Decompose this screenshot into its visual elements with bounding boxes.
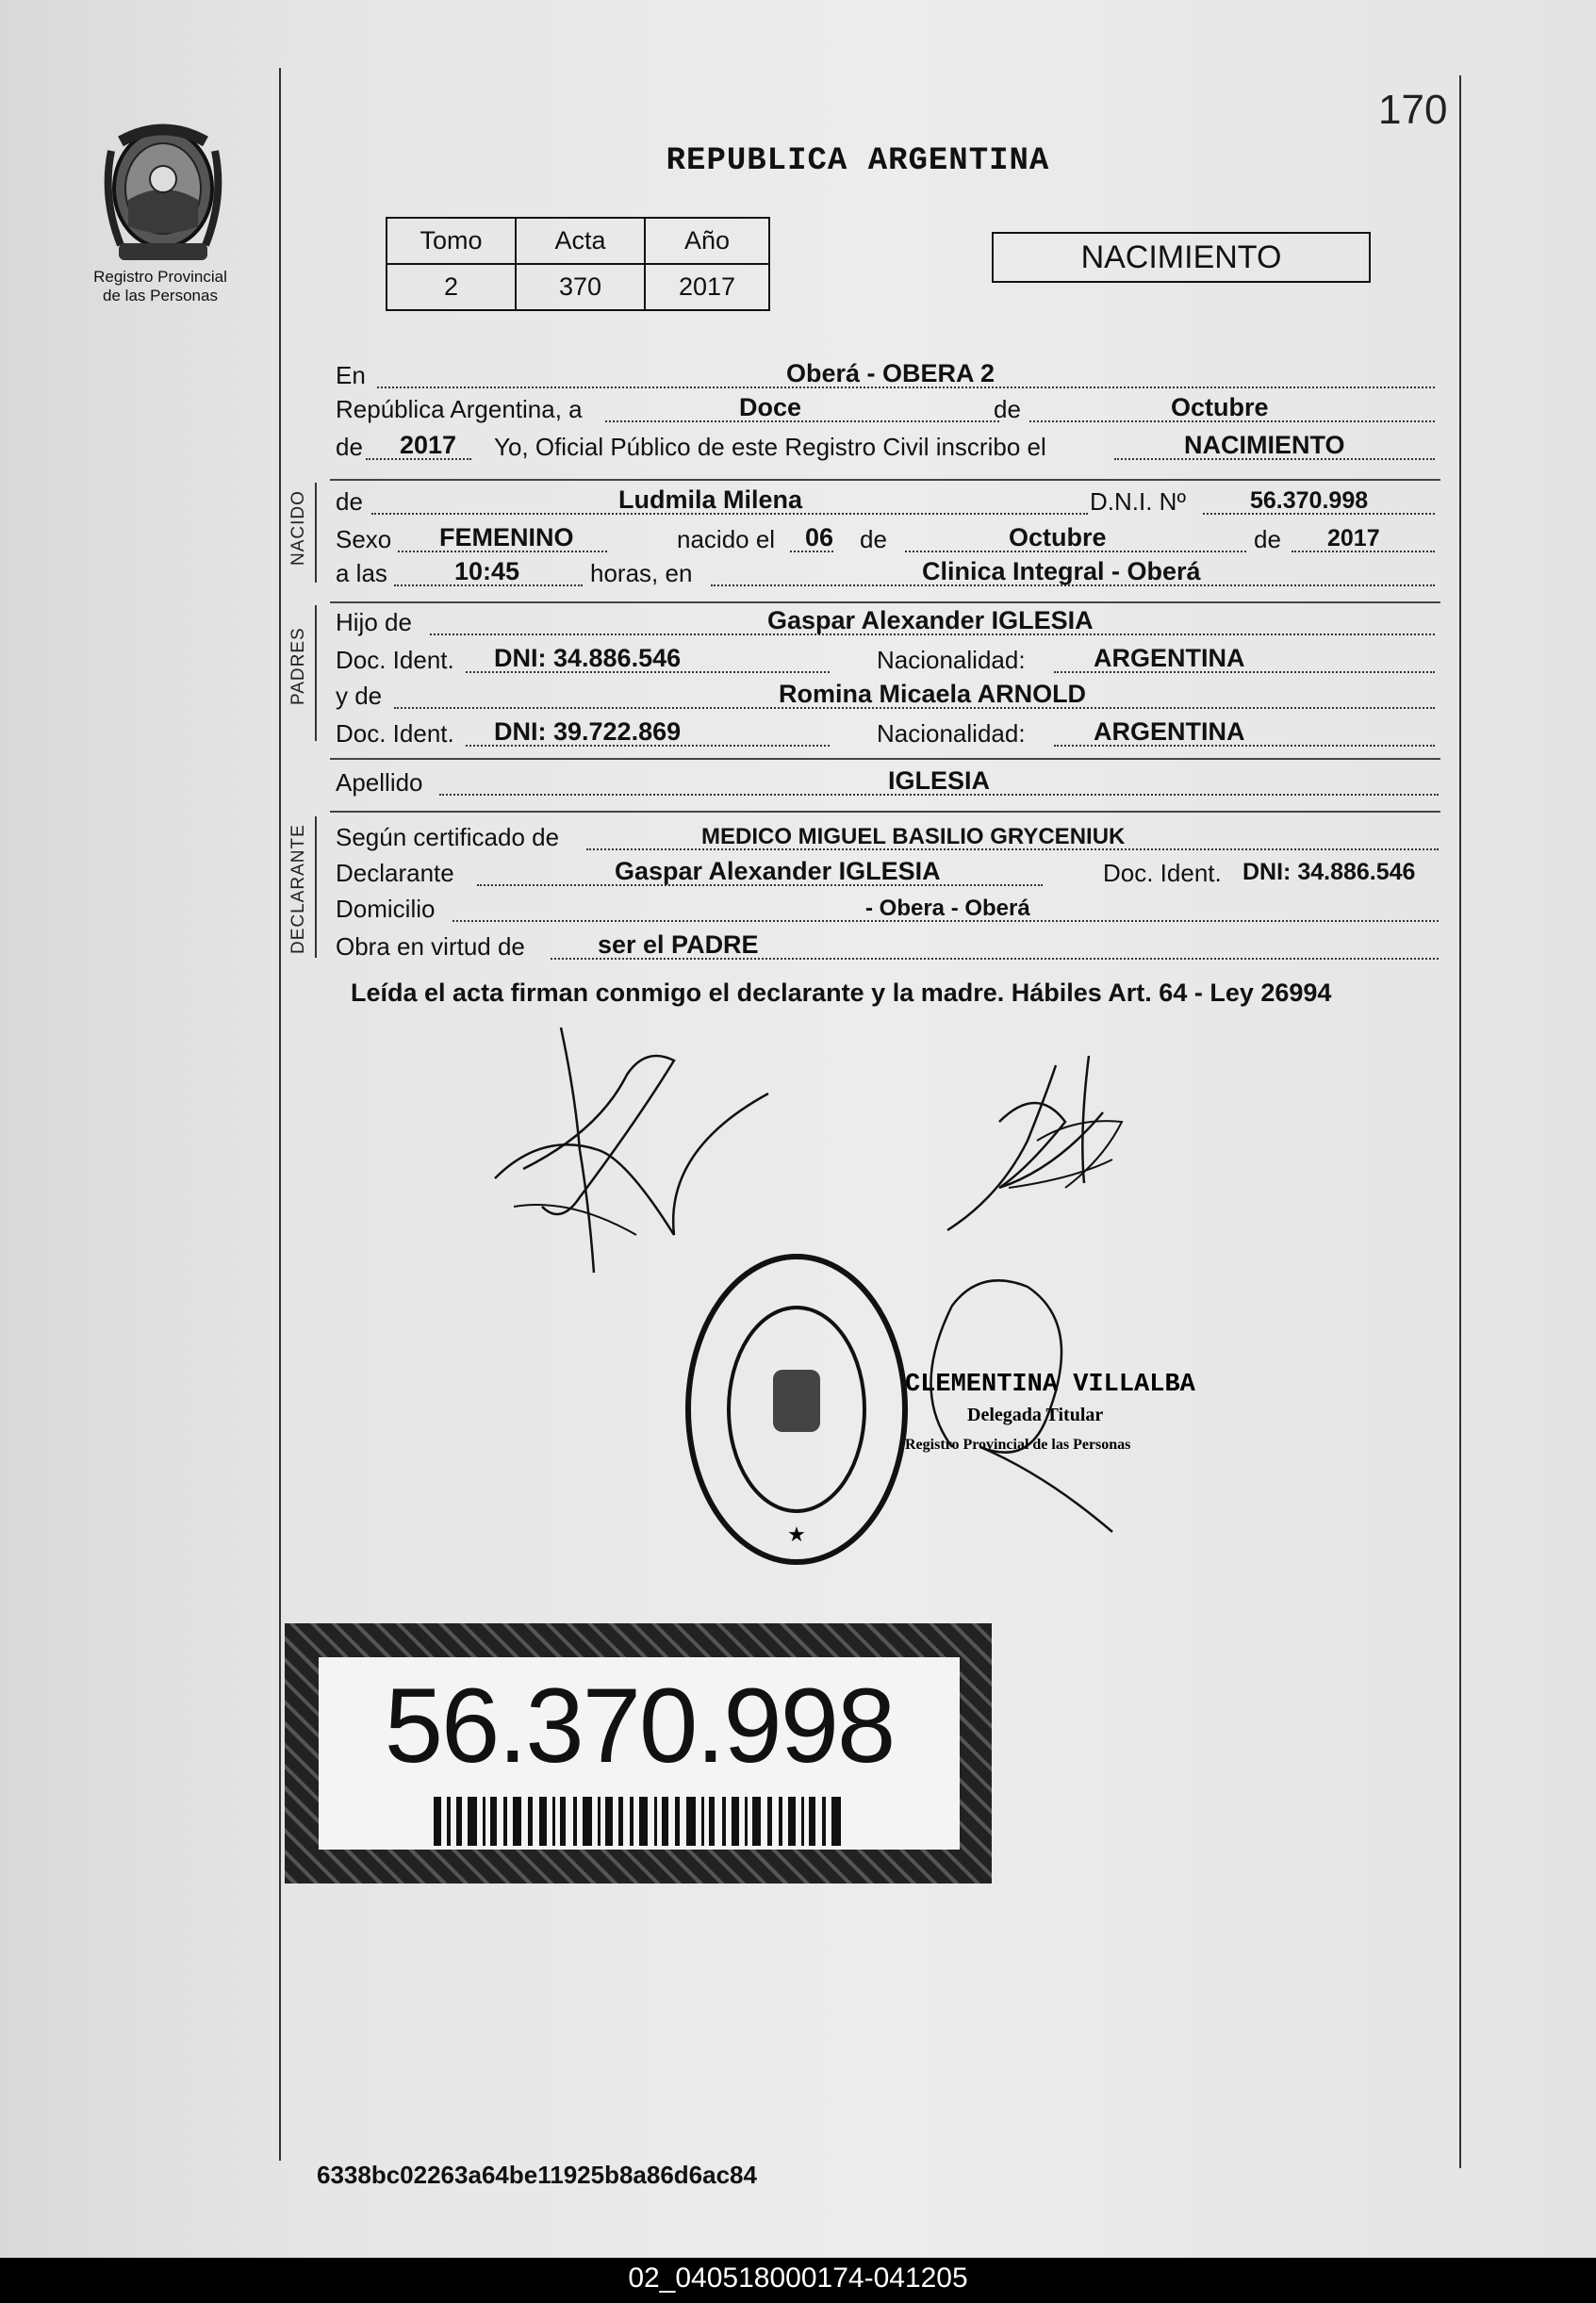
row-declarante bbox=[336, 854, 1440, 892]
register-value-tomo: 2 bbox=[387, 264, 516, 310]
misiones-crest-logo bbox=[92, 113, 234, 273]
row-padre bbox=[336, 603, 1440, 641]
value-nac-mes: Octubre bbox=[1009, 523, 1107, 551]
barcode-icon bbox=[434, 1797, 845, 1846]
register-header-row bbox=[387, 218, 769, 264]
value-dia: Doce bbox=[739, 393, 802, 421]
registry-stamp bbox=[669, 1249, 1207, 1570]
svg-text:CLEMENTINA VILLALBA: CLEMENTINA VILLALBA bbox=[905, 1371, 1195, 1399]
value-acto: NACIMIENTO bbox=[1184, 431, 1345, 459]
label-de-name: de bbox=[336, 487, 363, 516]
value-sexo: FEMENINO bbox=[439, 523, 574, 551]
value-nombre: Ludmila Milena bbox=[618, 485, 803, 514]
register-header-anio: Año bbox=[645, 218, 769, 264]
label-republica: República Argentina, a bbox=[336, 395, 583, 423]
label-declarante-doc: Doc. Ident. bbox=[1103, 859, 1222, 887]
value-anio: 2017 bbox=[400, 431, 457, 459]
label-domicilio: Domicilio bbox=[336, 895, 436, 923]
value-padre: Gaspar Alexander IGLESIA bbox=[767, 606, 1094, 634]
row-inscripcion bbox=[336, 428, 1440, 466]
dni-label-sticker bbox=[285, 1623, 992, 1884]
value-madre: Romina Micaela ARNOLD bbox=[779, 680, 1087, 708]
dni-label-inner bbox=[319, 1657, 960, 1850]
value-madre-nac: ARGENTINA bbox=[1094, 717, 1245, 746]
label-de: de bbox=[994, 395, 1021, 423]
label-madre-doc: Doc. Ident. bbox=[336, 719, 454, 748]
register-header-acta: Acta bbox=[516, 218, 645, 264]
value-madre-doc: DNI: 39.722.869 bbox=[494, 717, 682, 746]
right-margin-line bbox=[1459, 75, 1461, 2168]
value-declarante-doc: DNI: 34.886.546 bbox=[1242, 859, 1416, 885]
crest-caption-line2: de las Personas bbox=[103, 287, 218, 304]
svg-text:Registro Provincial de las Per: Registro Provincial de las Personas bbox=[905, 1437, 1131, 1453]
row-madre bbox=[336, 677, 1440, 715]
label-horas-en: horas, en bbox=[590, 559, 693, 587]
label-hijo-de: Hijo de bbox=[336, 608, 412, 636]
value-mes: Octubre bbox=[1171, 393, 1269, 421]
label-a-las: a las bbox=[336, 559, 387, 587]
row-madre-doc bbox=[336, 715, 1440, 752]
section-declarante: DECLARANTE bbox=[288, 824, 308, 954]
svg-text:★: ★ bbox=[787, 1522, 806, 1546]
value-lugar-nac: Clinica Integral - Oberá bbox=[922, 557, 1201, 585]
row-domicilio bbox=[336, 890, 1440, 928]
row-fecha bbox=[336, 390, 1440, 428]
value-nac-dia: 06 bbox=[805, 523, 834, 551]
label-segun: Según certificado de bbox=[336, 823, 560, 851]
label-nacido-el: nacido el bbox=[677, 525, 776, 553]
document-hash: 6338bc02263a64be11925b8a86d6ac84 bbox=[317, 2161, 757, 2189]
page-number: 170 bbox=[1378, 87, 1448, 133]
label-de-mes: de bbox=[860, 525, 887, 553]
row-obra bbox=[336, 928, 1440, 965]
label-de-anio: de bbox=[1254, 525, 1281, 553]
label-obra: Obra en virtud de bbox=[336, 932, 525, 961]
register-value-anio: 2017 bbox=[645, 264, 769, 310]
crest-caption bbox=[66, 268, 255, 305]
label-y-de: y de bbox=[336, 682, 383, 710]
label-madre-nac: Nacionalidad: bbox=[877, 719, 1026, 748]
row-certificado bbox=[336, 818, 1440, 856]
mother-signature bbox=[943, 1028, 1160, 1244]
register-value-row bbox=[387, 264, 769, 310]
closing-statement: Leída el acta firman conmigo el declarante y la madre. Hábiles Art. 64 - Ley 26994 bbox=[351, 979, 1332, 1007]
row-hora bbox=[336, 554, 1440, 592]
register-header-tomo: Tomo bbox=[387, 218, 516, 264]
label-padre-doc: Doc. Ident. bbox=[336, 646, 454, 674]
value-padre-nac: ARGENTINA bbox=[1094, 644, 1245, 672]
row-lugar bbox=[336, 356, 1440, 394]
footer-file-id: 02_040518000174-041205 bbox=[628, 2262, 968, 2294]
value-nac-anio: 2017 bbox=[1327, 525, 1380, 551]
label-dni: D.N.I. Nº bbox=[1090, 487, 1186, 516]
value-domicilio: - Obera - Oberá bbox=[865, 896, 1030, 921]
register-value-acta: 370 bbox=[516, 264, 645, 310]
value-declarante: Gaspar Alexander IGLESIA bbox=[615, 857, 941, 885]
value-apellido: IGLESIA bbox=[888, 766, 991, 795]
left-margin-line bbox=[279, 68, 281, 2161]
label-sexo: Sexo bbox=[336, 525, 392, 553]
svg-text:Delegada Titular: Delegada Titular bbox=[967, 1405, 1104, 1425]
row-nombre bbox=[336, 483, 1440, 520]
document-title: REPUBLICA ARGENTINA bbox=[666, 143, 1050, 179]
crest-caption-line1: Registro Provincial bbox=[93, 268, 227, 286]
row-sexo bbox=[336, 520, 1440, 558]
section-padres: PADRES bbox=[288, 627, 308, 705]
record-type-box: NACIMIENTO bbox=[992, 232, 1371, 283]
label-declarante: Declarante bbox=[336, 859, 454, 887]
label-yo-oficial: Yo, Oficial Público de este Registro Civil inscribo el bbox=[494, 433, 1046, 461]
label-apellido: Apellido bbox=[336, 768, 423, 797]
row-apellido bbox=[336, 764, 1440, 801]
label-en: En bbox=[336, 361, 366, 389]
dni-label-number: 56.370.998 bbox=[384, 1667, 895, 1785]
label-de-year: de bbox=[336, 433, 363, 461]
declarant-signature bbox=[485, 1018, 797, 1282]
row-padre-doc bbox=[336, 641, 1440, 679]
value-padre-doc: DNI: 34.886.546 bbox=[494, 644, 682, 672]
value-lugar: Oberá - OBERA 2 bbox=[786, 359, 995, 387]
register-table bbox=[386, 217, 770, 311]
value-obra: ser el PADRE bbox=[598, 930, 759, 959]
value-certificado: MEDICO MIGUEL BASILIO GRYCENIUK bbox=[701, 824, 1126, 849]
section-nacido: NACIDO bbox=[288, 490, 308, 566]
label-padre-nac: Nacionalidad: bbox=[877, 646, 1026, 674]
value-hora: 10:45 bbox=[454, 557, 520, 585]
value-dni: 56.370.998 bbox=[1250, 487, 1369, 514]
